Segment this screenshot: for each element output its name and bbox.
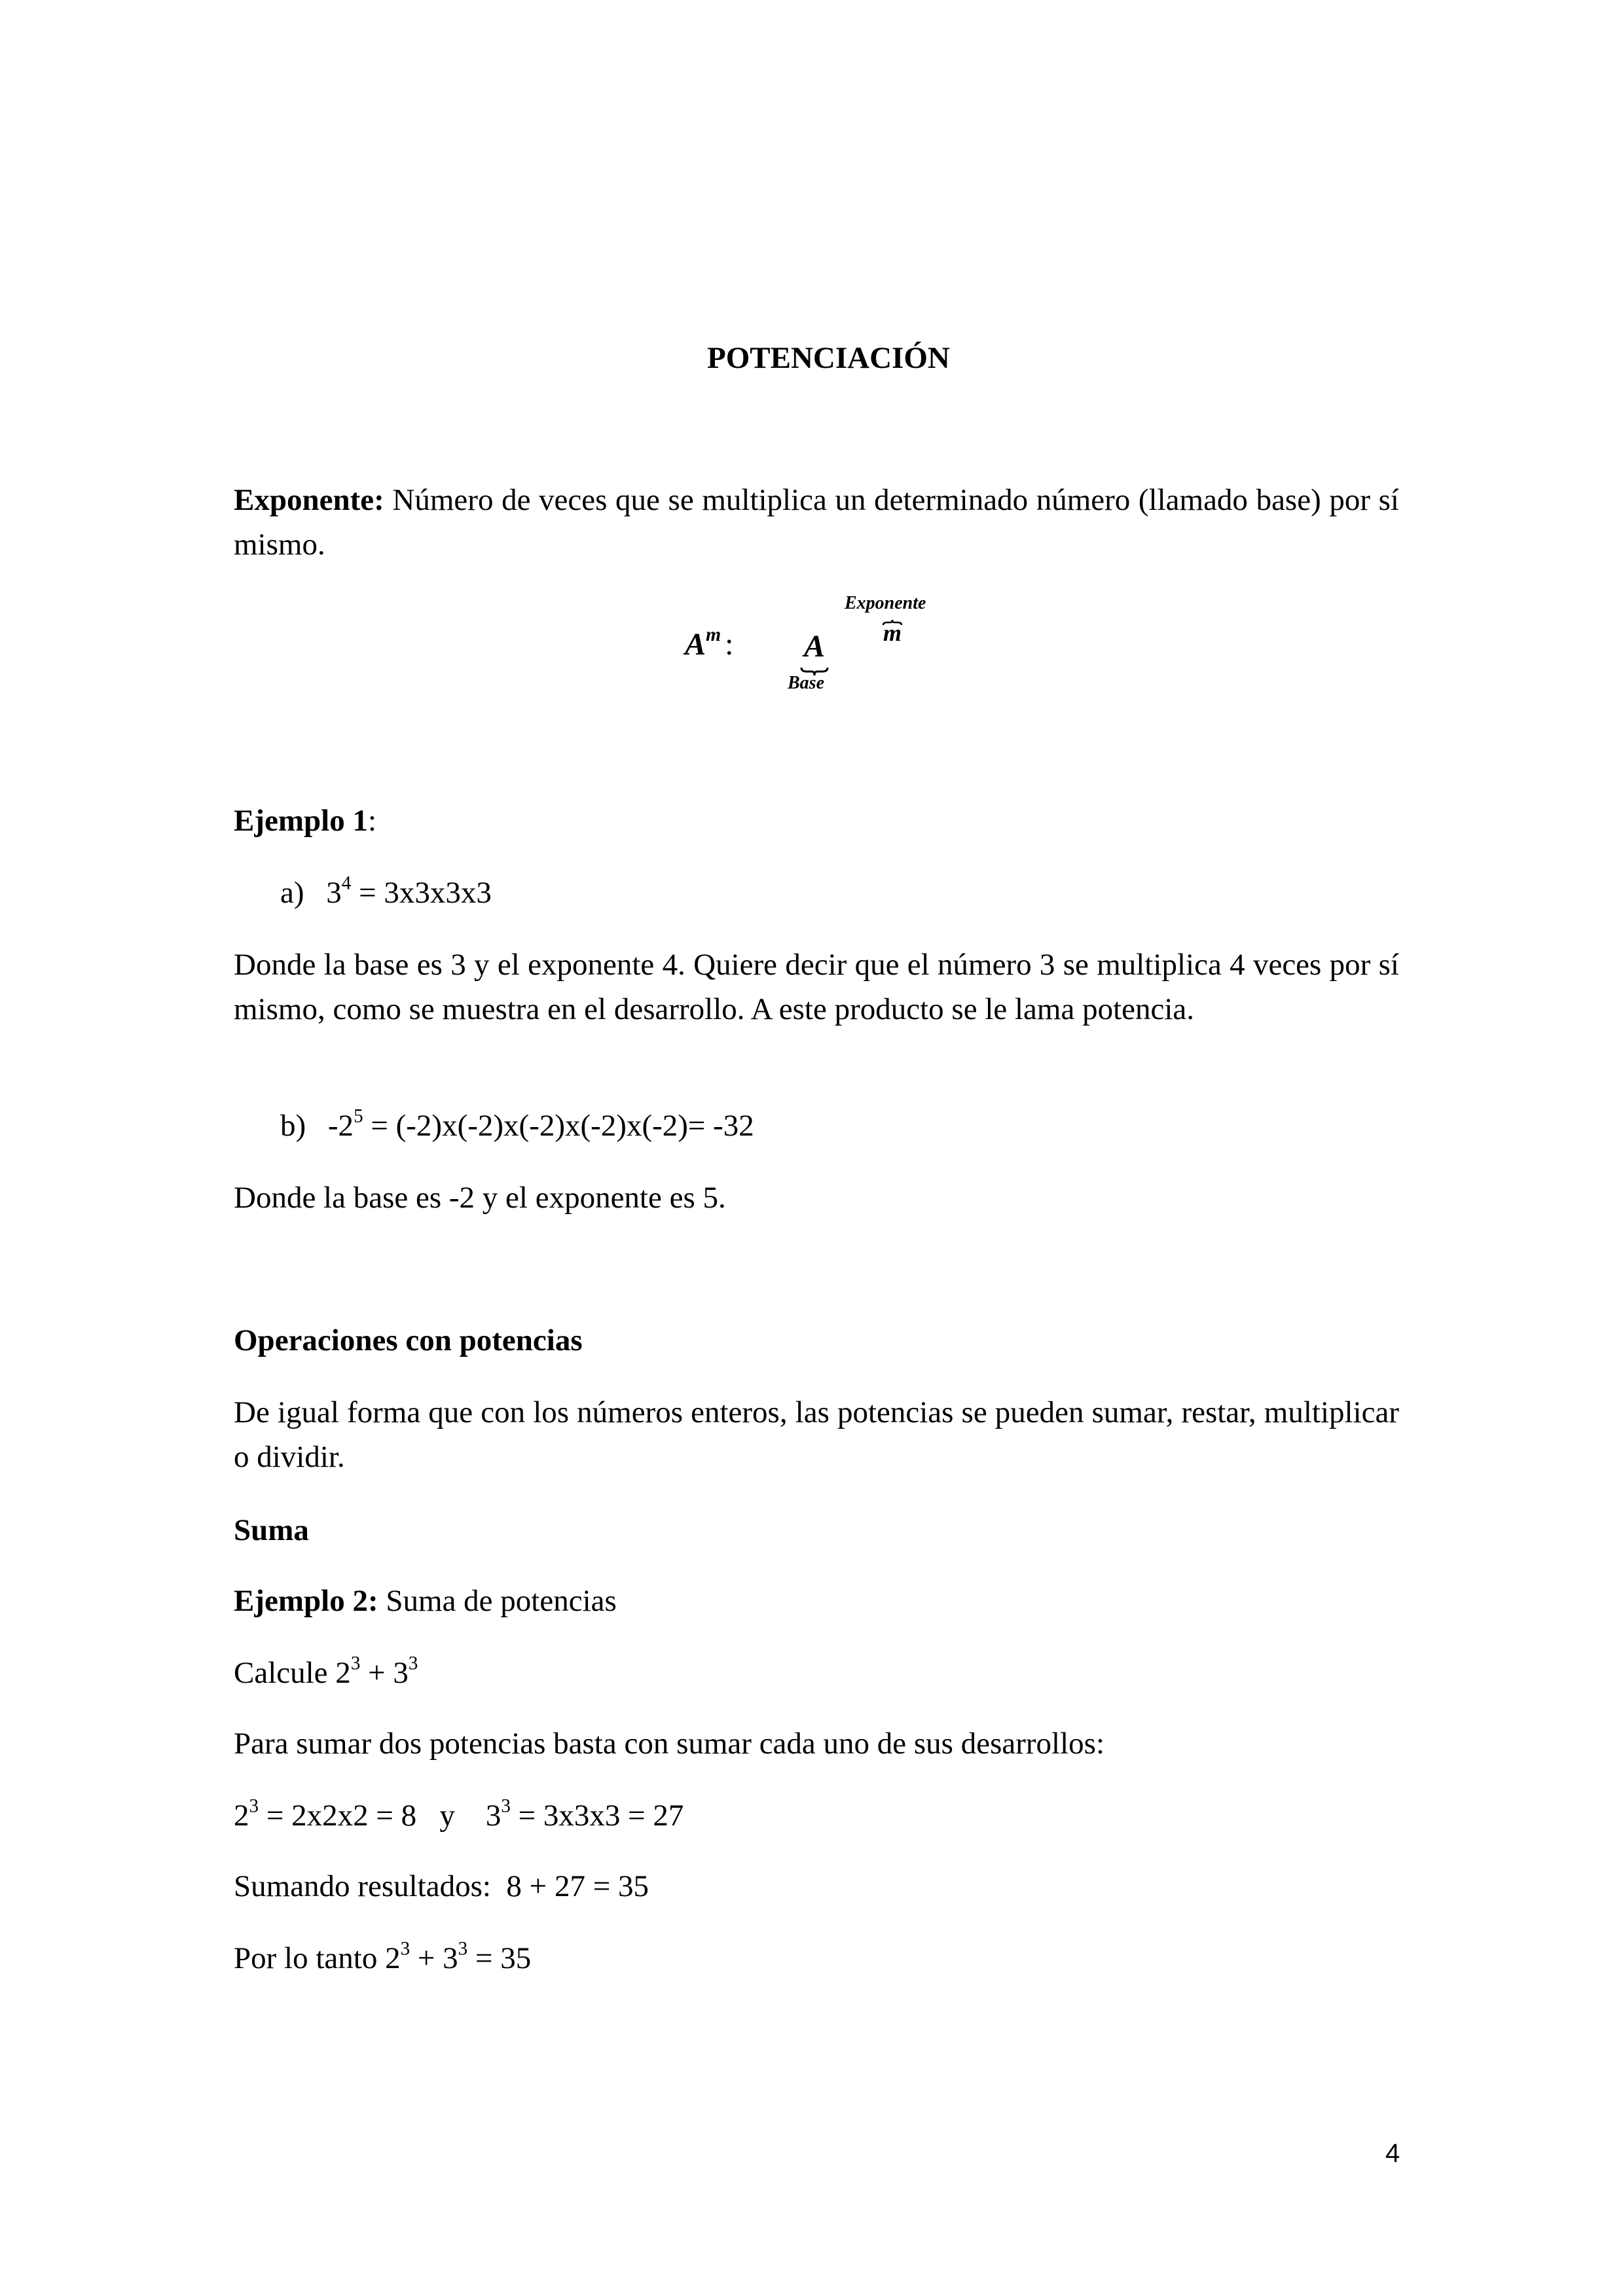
- item-b-rest: = (-2)x(-2)x(-2)x(-2)x(-2)= -32: [363, 1109, 754, 1143]
- calcule-line: Calcule $2^3 + 3^3$: [234, 1653, 418, 1690]
- ejemplo1-item-a: [280, 870, 492, 915]
- exponent-symbol: m: [883, 620, 902, 646]
- page-title: POTENCIACIÓN: [707, 341, 950, 375]
- expr-colon: :: [725, 627, 734, 662]
- exponente-label-diagram: Exponente: [845, 593, 926, 613]
- suma-heading: Suma: [234, 1513, 309, 1547]
- item-b-base: -2: [327, 1109, 354, 1143]
- item-b-exponent: 5: [354, 1105, 363, 1127]
- page-number: 4: [1385, 2139, 1400, 2168]
- suma-instruction: Para sumar dos potencias basta con sumar cada uno de sus desarrollos:: [234, 1727, 1104, 1761]
- exponente-text: Número de veces que se multiplica un determinado número (llamado base) por sí mismo.: [234, 483, 1399, 562]
- item-a-base: 3: [326, 876, 342, 910]
- expr-exponent: m: [706, 624, 721, 646]
- operaciones-heading: Operaciones con potencias: [234, 1323, 583, 1357]
- base-label: Base: [788, 673, 824, 693]
- ejemplo1-b-explanation: Donde la base es -2 y el exponente es 5.: [234, 1181, 726, 1215]
- base-symbol: A: [804, 629, 826, 664]
- expr-base: A: [685, 627, 706, 662]
- exponente-definition: [234, 478, 1399, 567]
- ejemplo2-heading: Ejemplo 2: Suma de potencias: [234, 1584, 617, 1618]
- operaciones-text: De igual forma que con los números enteros, las potencias se pueden sumar, restar, multiplicar o dividir.: [234, 1395, 1399, 1474]
- sumando-line: Sumando resultados: 8 + 27 = 35: [234, 1869, 649, 1903]
- power-expression: [685, 626, 734, 662]
- item-b-marker: b): [280, 1109, 306, 1143]
- item-a-exponent: 4: [341, 872, 352, 894]
- desarrollo-line: $2^3 = 2x2x2 = 8$ y $3^3 = 3x3x3 = 27$: [234, 1795, 684, 1833]
- conclusion-line: Por lo tanto $2^3 + 3^3 = 35$: [234, 1938, 532, 1975]
- item-a-marker: a): [280, 876, 304, 910]
- ejemplo1-heading: Ejemplo 1:: [234, 804, 377, 838]
- exponente-label: Exponente:: [234, 483, 384, 517]
- ejemplo1-item-b: [280, 1103, 754, 1148]
- item-a-rest: = 3x3x3x3: [351, 876, 492, 910]
- ejemplo1-a-explanation: Donde la base es 3 y el exponente 4. Quiere decir que el número 3 se multiplica 4 veces por sí mismo, como se muestra en el desarrollo. A este producto se le lama potencia.: [234, 948, 1399, 1026]
